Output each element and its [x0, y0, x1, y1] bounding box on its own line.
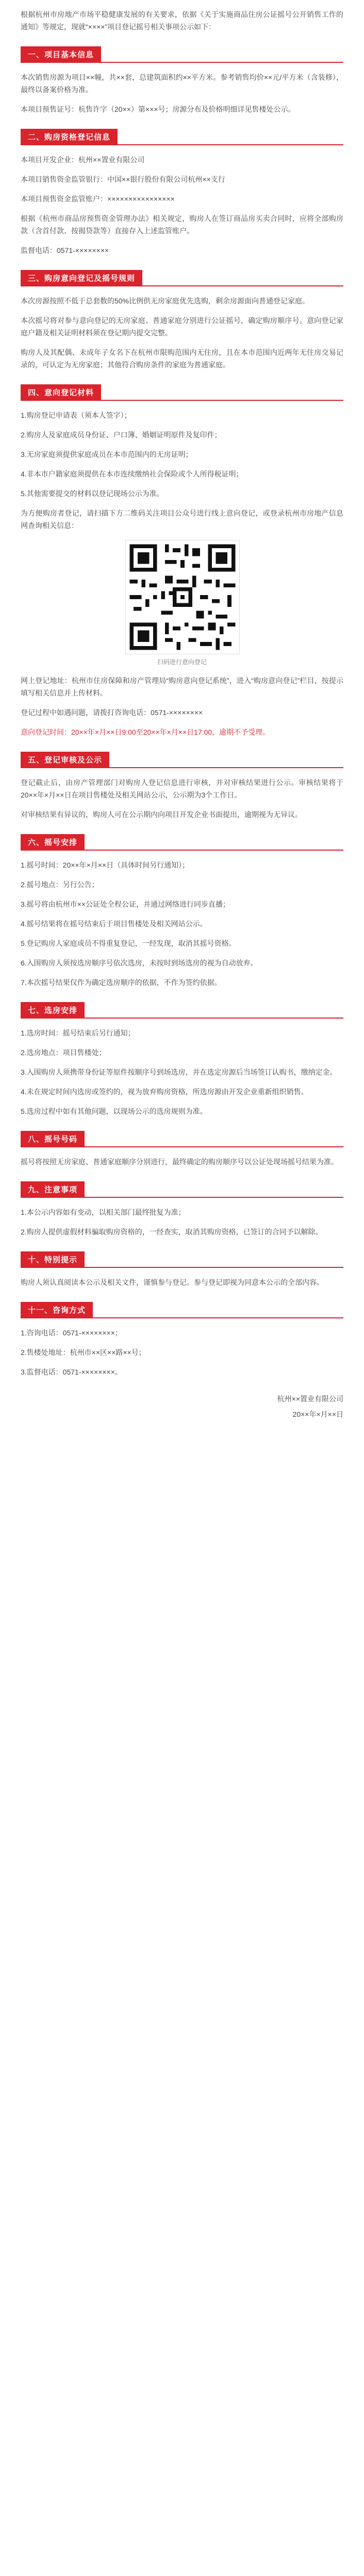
section-paragraph: 购房人及其配偶、未成年子女名下在杭州市限购范围内无住房，且在本市范围内近两年无住房交易记录的，可认定为无房家庭；其他符合购房条件的家庭为普通家庭。: [21, 348, 343, 369]
online-paragraph: 网上登记地址：杭州市住房保障和房产管理局“购房意向登记系统”，进入“购房意向登记”栏目，按提示填写相关信息并上传材料。: [21, 676, 343, 697]
list-item: 3.摇号将由杭州市××公证处全程公证，并通过网络进行同步直播；: [21, 900, 230, 908]
phone-line: 监督电话：0571-××××××××: [21, 246, 109, 255]
list-item: 2.购房人提供虚假材料骗取购房资格的，一经查实，取消其购房资格，已签订的合同予以解除。: [21, 1228, 323, 1236]
section-title: 五、登记审核及公示: [21, 752, 109, 768]
list-item: 4.未在规定时间内选房或签约的，视为放弃购房资格，所选房源由开发企业重新组织销售。: [21, 1088, 308, 1096]
section-title: 一、项目基本信息: [21, 46, 101, 62]
section-title: 十一、咨询方式: [21, 1302, 93, 1318]
list-item: 7.本次摇号结果仅作为确定选房顺序的依据，不作为签约依据。: [21, 978, 222, 987]
list-item: 4.非本市户籍家庭须提供在本市连续缴纳社会保险或个人所得税证明；: [21, 470, 243, 478]
online-paragraph: 登记过程中如遇问题，请拨打咨询电话：0571-××××××××: [21, 708, 203, 717]
section-heading-5: [21, 752, 343, 768]
qr-block: [125, 540, 239, 666]
registration-time: 意向登记时间：20××年×月××日9:00至20××年×月××日17:00，逾期不予受理。: [21, 728, 270, 736]
list-item: 1.咨询电话：0571-××××××××；: [21, 1329, 122, 1337]
section-title: 三、购房意向登记及摇号规则: [21, 270, 142, 286]
section-title: 八、摇号号码: [21, 1131, 85, 1147]
section-paragraph: 本次房源按照不低于总套数的50%比例供无房家庭优先选购，剩余房源面向普通登记家庭。: [21, 297, 310, 305]
qr-code-icon[interactable]: [125, 540, 240, 654]
section-heading-4: [21, 384, 343, 401]
list-item: 3.入围购房人须携带身份证等原件按顺序号到场选房，并在选定房源后当场签订认购书，缴纳定金。: [21, 1068, 337, 1076]
section-heading-2: [21, 129, 343, 145]
section-paragraph: 购房人须认真阅读本公示及相关文件，谨慎参与登记。参与登记即视为同意本公示的全部内容。: [21, 1278, 324, 1286]
section-title: 十、特别提示: [21, 1251, 85, 1267]
section-title: 四、意向登记材料: [21, 384, 101, 400]
section-heading-3: [21, 270, 343, 286]
section-paragraph: 摇号将按照无房家庭、普通家庭顺序分别进行，最终确定的购房顺序号以公证处现场摇号结果为准。: [21, 1158, 338, 1166]
section-paragraph: 本次销售房源为项目××幢，共××套，总建筑面积约××平方米。参考销售均价××元/平方米（含装修），最终以备案价格为准。: [21, 73, 343, 94]
qr-intro: 为方便购房者登记，请扫描下方二维码关注项目公众号进行线上意向登记，或登录杭州市房地产信息网查询相关信息：: [21, 509, 343, 530]
section-heading-8: [21, 1131, 343, 1147]
section-heading-11: [21, 1302, 343, 1318]
section-title: 二、购房资格登记信息: [21, 129, 118, 145]
list-item: 3.无房家庭须提供家庭成员在本市范围内的无房证明；: [21, 450, 193, 459]
intro-paragraph: 根据杭州市房地产市场平稳健康发展的有关要求，依据《关于实施商品住房公证摇号公开销售工作的通知》等规定，现就“××××”项目登记摇号相关事项公示如下：: [21, 10, 343, 31]
developer-line: 本项目开发企业：杭州××置业有限公司: [21, 156, 145, 164]
section-paragraph: 对审核结果有异议的，购房人可在公示期内向项目开发企业书面提出，逾期视为无异议。: [21, 810, 302, 819]
list-item: 2.选房地点：项目售楼处；: [21, 1048, 106, 1057]
signature-date: 20××年×月××日: [292, 1410, 343, 1418]
section-title: 七、选房安排: [21, 1002, 85, 1018]
bank-line: 本项目销售资金监管银行：中国××银行股份有限公司杭州××支行: [21, 175, 225, 183]
list-item: 5.登记购房人家庭成员不得重复登记，一经发现，取消其摇号资格。: [21, 939, 236, 947]
list-item: 1.选房时间：摇号结束后另行通知；: [21, 1029, 135, 1037]
section-title: 九、注意事项: [21, 1181, 85, 1197]
section-heading-9: [21, 1181, 343, 1198]
section-paragraph: 登记截止后，由房产管理部门对购房人登记信息进行审核，并对审核结果进行公示。审核结果将于20××年×月××日在项目售楼处及相关网站公示，公示期为3个工作日。: [21, 778, 343, 799]
signature-company: 杭州××置业有限公司: [277, 1395, 343, 1403]
list-item: 1.摇号时间：20××年×月××日（具体时间另行通知）；: [21, 861, 190, 869]
list-item: 2.购房人及家庭成员身份证、户口簿、婚姻证明原件及复印件；: [21, 431, 222, 439]
list-item: 1.本公示内容如有变动，以相关部门最终批复为准；: [21, 1208, 186, 1216]
section-heading-1: [21, 46, 343, 63]
section-heading-10: [21, 1251, 343, 1268]
section-paragraph: 本次摇号将对参与意向登记的无房家庭、普通家庭分别进行公证摇号，确定购房顺序号。意向登记家庭户籍及相关证明材料须在登记期内提交完整。: [21, 316, 343, 337]
list-item: 5.选房过程中如有其他问题，以现场公示的选房规则为准。: [21, 1107, 207, 1115]
list-item: 3.监督电话：0571-××××××××。: [21, 1368, 122, 1376]
section-heading-6: [21, 834, 343, 851]
section-title: 六、摇号安排: [21, 834, 85, 850]
list-item: 2.摇号地点：另行公告；: [21, 880, 99, 889]
list-item: 2.售楼处地址：杭州市××区××路××号；: [21, 1348, 146, 1357]
list-item: 4.摇号结果将在摇号结束后于项目售楼处及相关网站公示。: [21, 920, 207, 928]
list-item: 5.其他需要提交的材料以登记现场公示为准。: [21, 489, 164, 498]
section-heading-7: [21, 1002, 343, 1019]
list-item: 6.入围购房人须按选房顺序号依次选房，未按时到场选房的视为自动放弃。: [21, 959, 258, 967]
section-paragraph: 本项目预售证号：杭售许字（20××）第×××号；房源分布及价格明细详见售楼处公示。: [21, 105, 295, 113]
account-line: 本项目预售资金监管账户：××××××××××××××××: [21, 195, 175, 203]
section-paragraph: 根据《杭州市商品房预售资金管理办法》相关规定，购房人在签订商品房买卖合同时，应将全部购房款（含首付款、按揭贷款等）直接存入上述监管账户。: [21, 214, 343, 235]
list-item: 1.购房登记申请表（须本人签字）；: [21, 411, 131, 419]
qr-caption: 扫码进行意向登记: [157, 658, 207, 666]
signature-block: [21, 1393, 343, 1420]
